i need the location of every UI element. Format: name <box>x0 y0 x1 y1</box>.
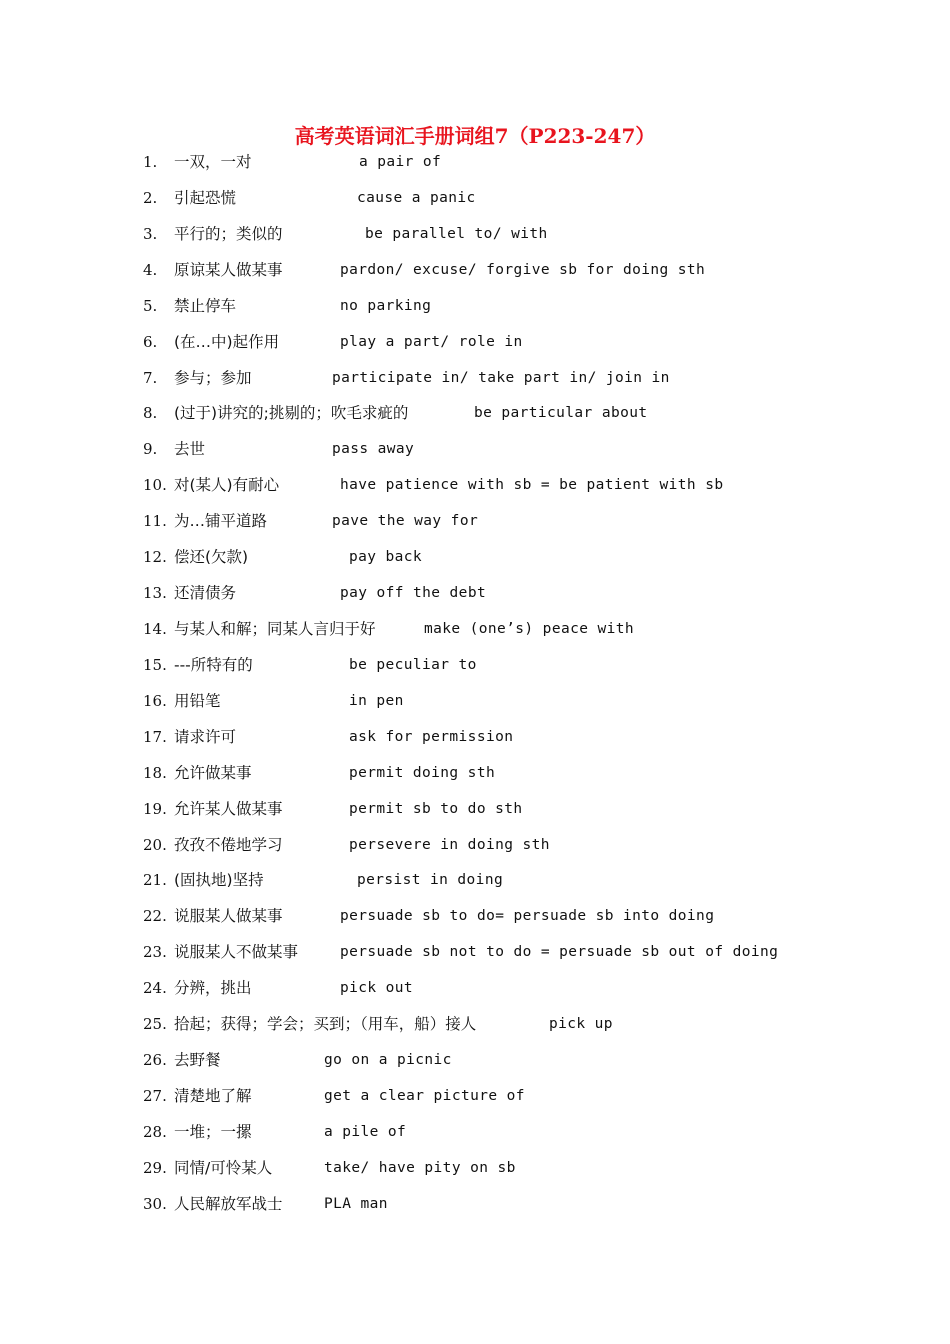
chinese-meaning: 拾起；获得；学会；买到；（用车，船）接人 <box>174 1015 477 1034</box>
item-number: 16. <box>143 691 167 710</box>
item-number: 24. <box>143 979 167 998</box>
chinese-meaning: 对(某人)有耐心 <box>174 476 280 495</box>
item-number: 1. <box>143 153 158 171</box>
item-number: 2. <box>143 188 158 207</box>
chinese-meaning: 去世 <box>174 440 206 459</box>
item-number: 10. <box>143 476 167 495</box>
chinese-meaning: 分辨，挑出 <box>174 979 252 998</box>
item-number: 5. <box>143 296 158 315</box>
english-phrase: participate in/ take part in/ join in <box>332 369 670 386</box>
english-phrase: persuade sb to do= persuade sb into doing <box>340 908 715 925</box>
english-phrase: be particular about <box>474 405 648 422</box>
chinese-meaning: 用铅笔 <box>174 691 221 710</box>
item-number: 8. <box>143 404 158 423</box>
english-phrase: pay back <box>349 549 423 566</box>
page-title: 高考英语词汇手册词组7（P223-247） <box>294 124 656 148</box>
item-number: 3. <box>143 224 158 243</box>
item-number: 6. <box>143 332 158 351</box>
english-phrase: play a part/ role in <box>340 333 523 350</box>
english-phrase: PLA man <box>324 1195 388 1212</box>
english-phrase: persist in doing <box>357 872 504 889</box>
chinese-meaning: 与某人和解；同某人言归于好 <box>174 619 376 638</box>
chinese-meaning: 请求许可 <box>174 727 237 746</box>
chinese-meaning: 清楚地了解 <box>174 1086 252 1105</box>
chinese-meaning: 同情/可怜某人 <box>174 1158 273 1177</box>
chinese-meaning: 偿还(欠款) <box>174 548 249 567</box>
english-phrase: go on a picnic <box>324 1052 452 1069</box>
item-number: 30. <box>143 1194 167 1213</box>
chinese-meaning: 还清债务 <box>174 584 237 603</box>
item-number: 28. <box>143 1122 167 1141</box>
chinese-meaning: 原谅某人做某事 <box>174 260 283 279</box>
item-number: 27. <box>143 1086 167 1105</box>
item-number: 23. <box>143 943 167 962</box>
english-phrase: ask for permission <box>349 728 514 745</box>
item-number: 21. <box>143 871 167 890</box>
item-number: 15. <box>143 655 167 674</box>
english-phrase: in pen <box>349 692 404 709</box>
item-number: 25. <box>143 1015 167 1034</box>
item-number: 11. <box>143 512 167 531</box>
english-phrase: have patience with sb = be patient with sb <box>340 477 724 494</box>
item-number: 20. <box>143 835 167 854</box>
chinese-meaning: 孜孜不倦地学习 <box>174 835 283 854</box>
chinese-meaning: 一双，一对 <box>174 153 252 171</box>
chinese-meaning: 平行的；类似的 <box>174 224 283 243</box>
english-phrase: persuade sb not to do = persuade sb out of doing <box>340 944 779 961</box>
chinese-meaning: 为…铺平道路 <box>174 512 268 531</box>
chinese-meaning: (固执地)坚持 <box>174 871 264 890</box>
english-phrase: pick out <box>340 980 414 997</box>
english-phrase: be peculiar to <box>349 656 477 673</box>
english-phrase: get a clear picture of <box>324 1087 525 1104</box>
chinese-meaning: 允许做某事 <box>174 763 252 782</box>
chinese-meaning: 去野餐 <box>174 1051 221 1070</box>
chinese-meaning: 人民解放军战士 <box>174 1194 283 1213</box>
item-number: 19. <box>143 799 167 818</box>
chinese-meaning: 说服某人做某事 <box>174 907 283 926</box>
item-number: 17. <box>143 727 167 746</box>
item-number: 29. <box>143 1158 167 1177</box>
english-phrase: cause a panic <box>357 189 476 206</box>
english-phrase: pick up <box>549 1016 613 1033</box>
chinese-meaning: 参与；参加 <box>174 368 252 387</box>
english-phrase: permit sb to do sth <box>349 800 523 817</box>
item-number: 26. <box>143 1051 167 1070</box>
item-number: 4. <box>143 260 158 279</box>
item-number: 9. <box>143 440 158 459</box>
english-phrase: take/ have pity on sb <box>324 1159 516 1176</box>
item-number: 22. <box>143 907 167 926</box>
item-number: 14. <box>143 619 167 638</box>
english-phrase: pave the way for <box>332 513 479 530</box>
english-phrase: pay off the debt <box>340 585 487 602</box>
english-phrase: be parallel to/ with <box>365 225 548 242</box>
english-phrase: permit doing sth <box>349 764 496 781</box>
english-phrase: a pile of <box>324 1123 407 1140</box>
item-number: 12. <box>143 548 167 567</box>
chinese-meaning: 允许某人做某事 <box>174 799 283 818</box>
english-phrase: pass away <box>332 441 415 458</box>
item-number: 18. <box>143 763 167 782</box>
chinese-meaning: 一堆；一摞 <box>174 1122 252 1141</box>
english-phrase: a pair of <box>359 154 442 170</box>
english-phrase: persevere in doing sth <box>349 836 550 853</box>
chinese-meaning: (过于)讲究的;挑剔的；吹毛求疵的 <box>174 404 409 423</box>
chinese-meaning: 说服某人不做某事 <box>174 943 299 962</box>
item-number: 7. <box>143 368 158 387</box>
english-phrase: make (one’s) peace with <box>424 620 634 637</box>
chinese-meaning: 引起恐慌 <box>174 188 237 207</box>
chinese-meaning: ---所特有的 <box>174 655 253 674</box>
english-phrase: pardon/ excuse/ forgive sb for doing sth <box>340 261 706 278</box>
english-phrase: no parking <box>340 297 432 314</box>
chinese-meaning: (在…中)起作用 <box>174 332 280 351</box>
chinese-meaning: 禁止停车 <box>174 296 237 315</box>
item-number: 13. <box>143 584 167 603</box>
